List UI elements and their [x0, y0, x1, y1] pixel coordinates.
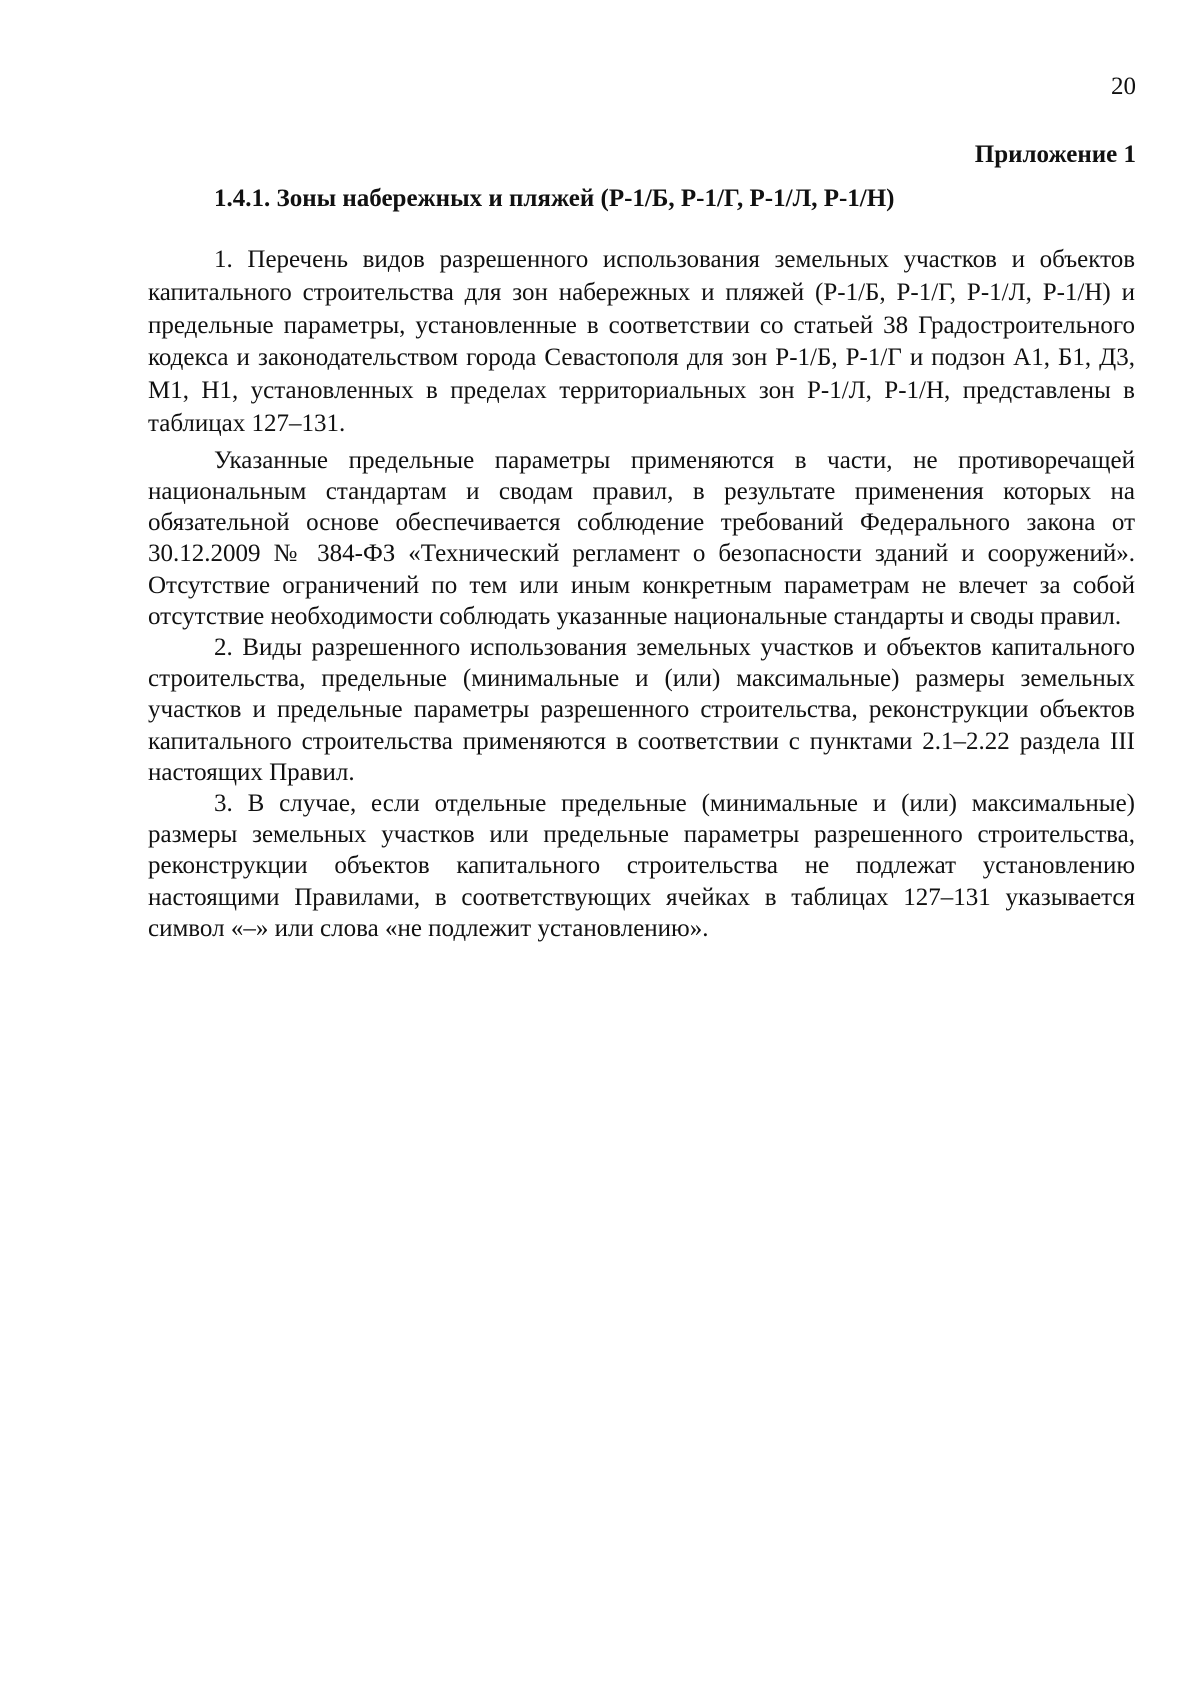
section-title: 1.4.1. Зоны набережных и пляжей (Р-1/Б, Р-1/Г, Р-1/Л, Р-1/Н): [214, 185, 895, 212]
paragraph-1: 1. Перечень видов разрешенного использования земельных участков и объектов капитального строительства для зон набережных и пляжей (Р-1/Б, Р-1/Г, Р-1/Л, Р-1/Н) и предельные параметры, установленные в соответствии со статьей 38 Градостроительного кодекса и законодательством города Севастополя для зон Р-1/Б, Р-1/Г и подзон А1, Б1, Д3, М1, Н1, установленных в пределах территориальных зон Р-1/Л, Р-1/Н, представлены в таблицах 127–131.: [148, 246, 1135, 437]
paragraph-2: Указанные предельные параметры применяются в части, не противоречащей национальным стандартам и сводам правил, в результате применения которых на обязательной основе обеспечивается соблюдение требований Федерального закона от 30.12.2009 № 384-ФЗ «Технический регламент о безопасности зданий и сооружений». Отсутствие ограничений по тем или иным конкретным параметрам не влечет за собой отсутствие необходимости соблюдать указанные национальные стандарты и своды правил.: [148, 446, 1135, 630]
document-body: [148, 244, 1135, 944]
paragraph-4: 3. В случае, если отдельные предельные (минимальные и (или) максимальные) размеры земельных участков или предельные параметры разрешенного строительства, реконструкции объектов капитального строительства не подлежат установлению настоящими Правилами, в соответствующих ячейках в таблицах 127–131 указывается символ «–» или слова «не подлежит установлению».: [148, 790, 1135, 942]
appendix-label: Приложение 1: [974, 141, 1136, 168]
page-number: 20: [1111, 73, 1136, 100]
paragraph-3: 2. Виды разрешенного использования земельных участков и объектов капитального строительства, предельные (минимальные и (или) максимальные) размеры земельных участков и предельные параметры разрешенного строительства, реконструкции объектов капитального строительства применяются в соответствии с пунктами 2.1–2.22 раздела III настоящих Правил.: [148, 634, 1135, 786]
